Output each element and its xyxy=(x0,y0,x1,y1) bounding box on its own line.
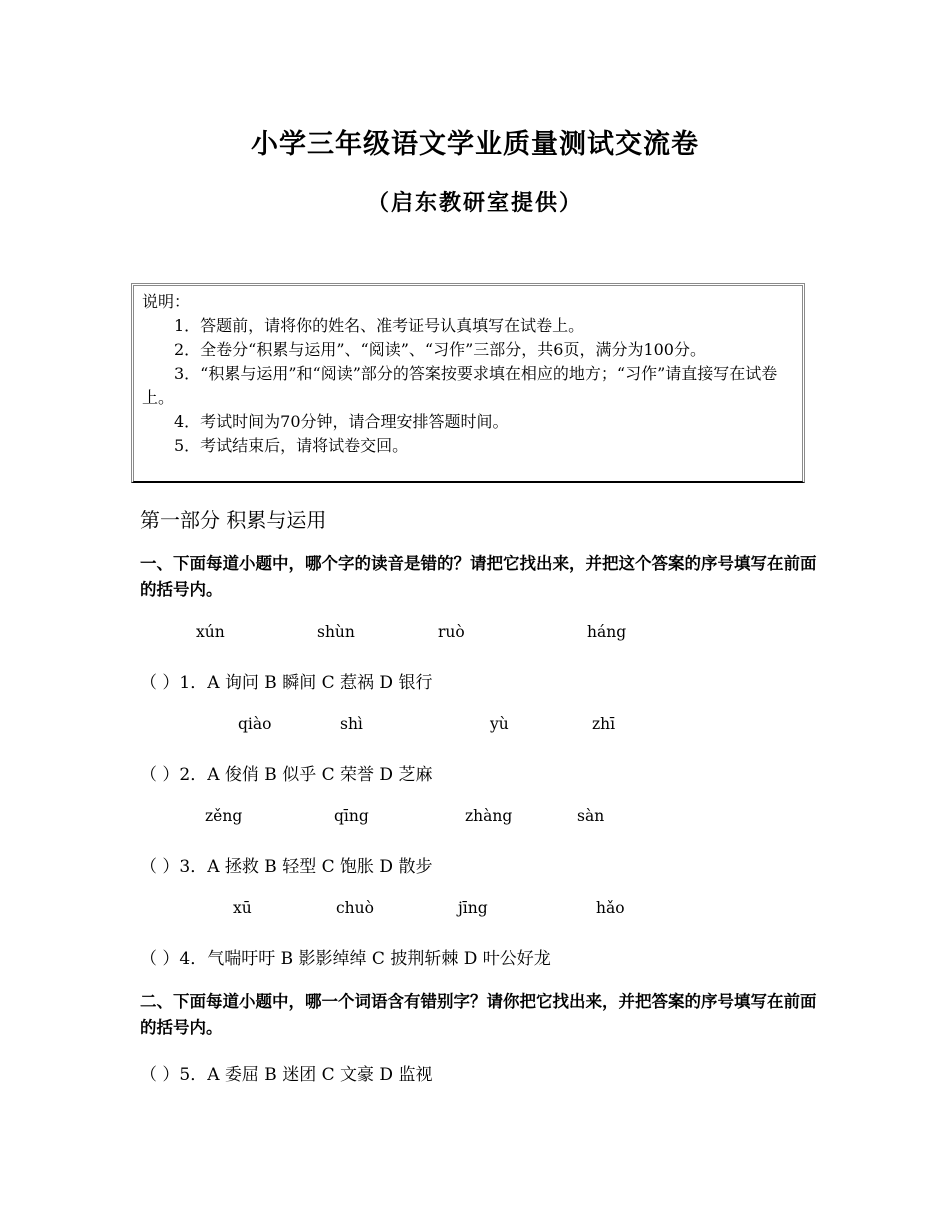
question-1: （ ）1．A 询问 B 瞬间 C 惹祸 D 银行 xyxy=(140,673,433,693)
question-5: （ ）5．A 委屈 B 迷团 C 文豪 D 监视 xyxy=(140,1065,433,1085)
part1-title: 第一部分 积累与运用 xyxy=(140,508,327,532)
pinyin: xún xyxy=(196,623,225,641)
question-2: （ ）2．A 俊俏 B 似乎 C 荣誉 D 芝麻 xyxy=(140,765,433,785)
pinyin: zěng xyxy=(205,807,243,825)
pinyin: jīng xyxy=(458,899,488,917)
section2-instruction: 二、下面每道小题中，哪一个词语含有错别字？请你把它找出来，并把答案的序号填写在前面的括号内。 xyxy=(140,992,817,1037)
question-3: （ ）3．A 拯救 B 轻型 C 饱胀 D 散步 xyxy=(140,857,433,877)
pinyin: sàn xyxy=(577,807,605,825)
instruction-item: 4．考试时间为70分钟，请合理安排答题时间。 xyxy=(174,412,509,431)
section1-instruction: 一、下面每道小题中，哪个字的读音是错的？请把它找出来，并把这个答案的序号填写在前面的括号内。 xyxy=(140,554,817,599)
instruction-item: 3．“积累与运用”和“阅读”部分的答案按要求填在相应的地方；“习作”请直接写在试卷上。 xyxy=(142,364,778,407)
instruction-item: 5．考试结束后，请将试卷交回。 xyxy=(174,436,409,455)
pinyin: shì xyxy=(340,715,363,733)
pinyin: háng xyxy=(587,623,627,641)
pinyin: shùn xyxy=(317,623,355,641)
pinyin: ruò xyxy=(438,623,465,641)
pinyin: hǎo xyxy=(596,899,625,917)
pinyin: chuò xyxy=(336,899,374,917)
pinyin: xū xyxy=(233,899,252,917)
pinyin: yù xyxy=(490,715,509,733)
instruction-item: 1．答题前，请将你的姓名、准考证号认真填写在试卷上。 xyxy=(174,316,585,335)
instructions-heading: 说明： xyxy=(142,292,191,311)
instructions-box xyxy=(131,283,805,483)
pinyin: qīng xyxy=(334,807,369,825)
pinyin: zhī xyxy=(592,715,616,733)
pinyin: qiào xyxy=(238,715,272,733)
question-4: （ ）4．气喘吁吁 B 影影绰绰 C 披荆斩棘 D 叶公好龙 xyxy=(140,949,551,969)
instruction-item: 2．全卷分“积累与运用”、“阅读”、“习作”三部分，共6页，满分为100分。 xyxy=(174,340,706,359)
page-title: 小学三年级语文学业质量测试交流卷 xyxy=(251,129,699,160)
pinyin: zhàng xyxy=(465,807,513,825)
page-subtitle: （启东教研室提供） xyxy=(366,190,583,216)
